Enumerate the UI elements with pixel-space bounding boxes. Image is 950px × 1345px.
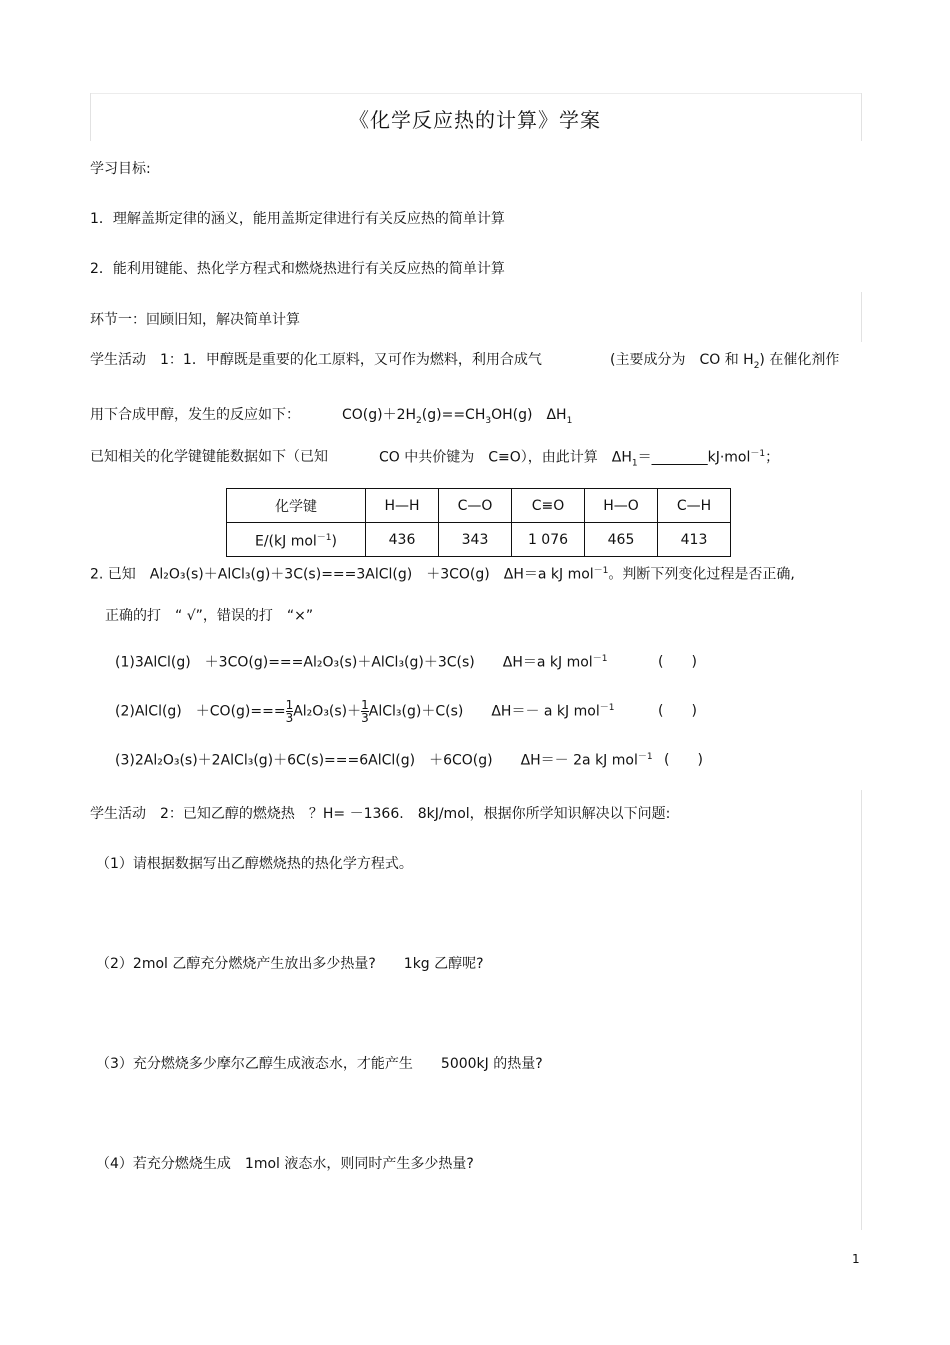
fraction-denominator: 3 bbox=[285, 711, 294, 726]
q2-text-end: 。判断下列变化过程是否正确, bbox=[608, 566, 795, 583]
sup-minus-1: －1 bbox=[599, 703, 615, 713]
item2-text-c: AlCl₃(g)＋C(s) ΔH＝－ a kJ mol bbox=[368, 703, 600, 720]
activity1-text-c: ) 在催化剂作 bbox=[759, 352, 840, 368]
item2-text-a: (2)AlCl(g) ＋CO(g)=== bbox=[115, 703, 286, 720]
line2-text: 用下合成甲醇，发生的反应如下： bbox=[90, 407, 300, 423]
fraction-numerator: 1 bbox=[361, 698, 369, 713]
energy-cell: 436 bbox=[366, 523, 439, 557]
bond-cell: C—O bbox=[439, 489, 512, 523]
q2-item1 bbox=[115, 651, 607, 672]
right-frame-line-2 bbox=[861, 292, 862, 342]
sub-2: 2 bbox=[753, 360, 760, 371]
page-title: 《化学反应热的计算》学案 bbox=[349, 108, 601, 132]
activity1-line3-right bbox=[379, 446, 779, 468]
page-number: 1 bbox=[852, 1252, 860, 1266]
activity1-line3 bbox=[90, 446, 328, 466]
section-heading: 环节一：回顾旧知，解决简单计算 bbox=[90, 312, 300, 328]
activity2-question-1: （1）请根据数据写出乙醇燃烧热的热化学方程式。 bbox=[96, 856, 413, 872]
right-frame-line-3 bbox=[861, 790, 862, 1230]
sup-minus-1: －1 bbox=[750, 449, 766, 459]
sup-minus-1: －1 bbox=[637, 752, 653, 762]
answer-paren-3: ( ) bbox=[664, 752, 703, 768]
q2-line1 bbox=[90, 563, 795, 584]
q2-item2 bbox=[115, 690, 614, 730]
bond-cell: C≡O bbox=[512, 489, 585, 523]
item1-text: (1)3AlCl(g) ＋3CO(g)===Al₂O₃(s)＋AlCl₃(g)＋3C(s) ΔH＝a kJ mol bbox=[115, 654, 593, 671]
activity1-line1 bbox=[90, 349, 542, 369]
eq-part-1: CO(g)＋2H bbox=[342, 407, 417, 423]
activity2-question-3: （3）充分燃烧多少摩尔乙醇生成液态水，才能产生 5000kJ 的热量? bbox=[96, 1056, 543, 1072]
answer-blank: ＝________kJ·mol bbox=[637, 449, 751, 466]
reaction-equation bbox=[342, 404, 572, 426]
answer-paren-1: ( ) bbox=[658, 654, 697, 670]
q2-line2: 正确的打 “ √”，错误的打 “×” bbox=[105, 608, 314, 624]
fraction-denominator: 3 bbox=[361, 711, 369, 726]
bond-energy-table bbox=[226, 488, 731, 557]
energy-cell: 465 bbox=[585, 523, 658, 557]
energy-label: E/(kJ mol bbox=[254, 533, 317, 550]
sub-3: 3 bbox=[485, 415, 492, 426]
bond-cell: C—H bbox=[658, 489, 731, 523]
table-header-cell: 化学键 bbox=[227, 489, 366, 523]
table-row bbox=[227, 489, 731, 523]
sub-1: 1 bbox=[631, 458, 638, 469]
table-row bbox=[227, 523, 731, 557]
activity2-intro: 学生活动 2：已知乙醇的燃烧热 ？H= －1366. 8kJ/mol，根据你所学知识解决以下问题: bbox=[90, 806, 671, 822]
energy-label-cell bbox=[227, 523, 366, 557]
answer-paren-2: ( ) bbox=[658, 703, 697, 719]
fraction-numerator: 1 bbox=[285, 698, 294, 713]
item3-text: (3)2Al₂O₃(s)＋2AlCl₃(g)＋6C(s)===6AlCl(g) ＋6CO(g) ΔH＝－ 2a kJ mol bbox=[115, 752, 638, 769]
sub-1: 1 bbox=[566, 415, 573, 426]
objectives-heading: 学习目标: bbox=[90, 161, 151, 177]
fraction bbox=[361, 699, 369, 724]
eq-part-2: (g)==CH bbox=[421, 407, 486, 423]
bond-cell: H—H bbox=[366, 489, 439, 523]
activity1-line2 bbox=[90, 404, 300, 424]
sup-minus-1: －1 bbox=[316, 532, 332, 543]
sup-minus-1: －1 bbox=[593, 566, 609, 576]
energy-label-end: ) bbox=[331, 533, 337, 550]
energy-cell: 413 bbox=[658, 523, 731, 557]
line3-text-b: CO 中共价键为 C≡O），由此计算 ΔH bbox=[379, 449, 632, 466]
activity1-line1-right bbox=[610, 349, 839, 371]
sup-minus-1: －1 bbox=[592, 654, 608, 664]
energy-cell: 1 076 bbox=[512, 523, 585, 557]
activity1-text-b: (主要成分为 CO 和 H bbox=[610, 352, 754, 368]
q2-text: 2. 已知 Al₂O₃(s)＋AlCl₃(g)＋3C(s)===3AlCl(g) ＋3CO(g) ΔH＝a kJ mol bbox=[90, 566, 594, 583]
line3-end: ； bbox=[765, 449, 780, 466]
objective-2: 2．能利用键能、热化学方程式和燃烧热进行有关反应热的简单计算 bbox=[90, 261, 505, 277]
q2-item3 bbox=[115, 749, 653, 770]
line3-text-a: 已知相关的化学键键能数据如下（已知 bbox=[90, 449, 328, 465]
activity2-question-2: （2）2mol 乙醇充分燃烧产生放出多少热量? 1kg 乙醇呢? bbox=[96, 956, 484, 972]
top-rule bbox=[90, 93, 862, 94]
energy-cell: 343 bbox=[439, 523, 512, 557]
activity2-question-4: （4）若充分燃烧生成 1mol 液态水，则同时产生多少热量? bbox=[96, 1156, 474, 1172]
item2-text-b: Al₂O₃(s)＋ bbox=[293, 703, 362, 720]
objective-1: 1．理解盖斯定律的涵义，能用盖斯定律进行有关反应热的简单计算 bbox=[90, 211, 505, 227]
sub-2: 2 bbox=[416, 415, 422, 426]
bond-cell: H—O bbox=[585, 489, 658, 523]
activity1-text-a: 学生活动 1：1．甲醇既是重要的化工原料，又可作为燃料，利用合成气 bbox=[90, 352, 542, 368]
eq-part-3: OH(g) ΔH bbox=[491, 407, 567, 423]
